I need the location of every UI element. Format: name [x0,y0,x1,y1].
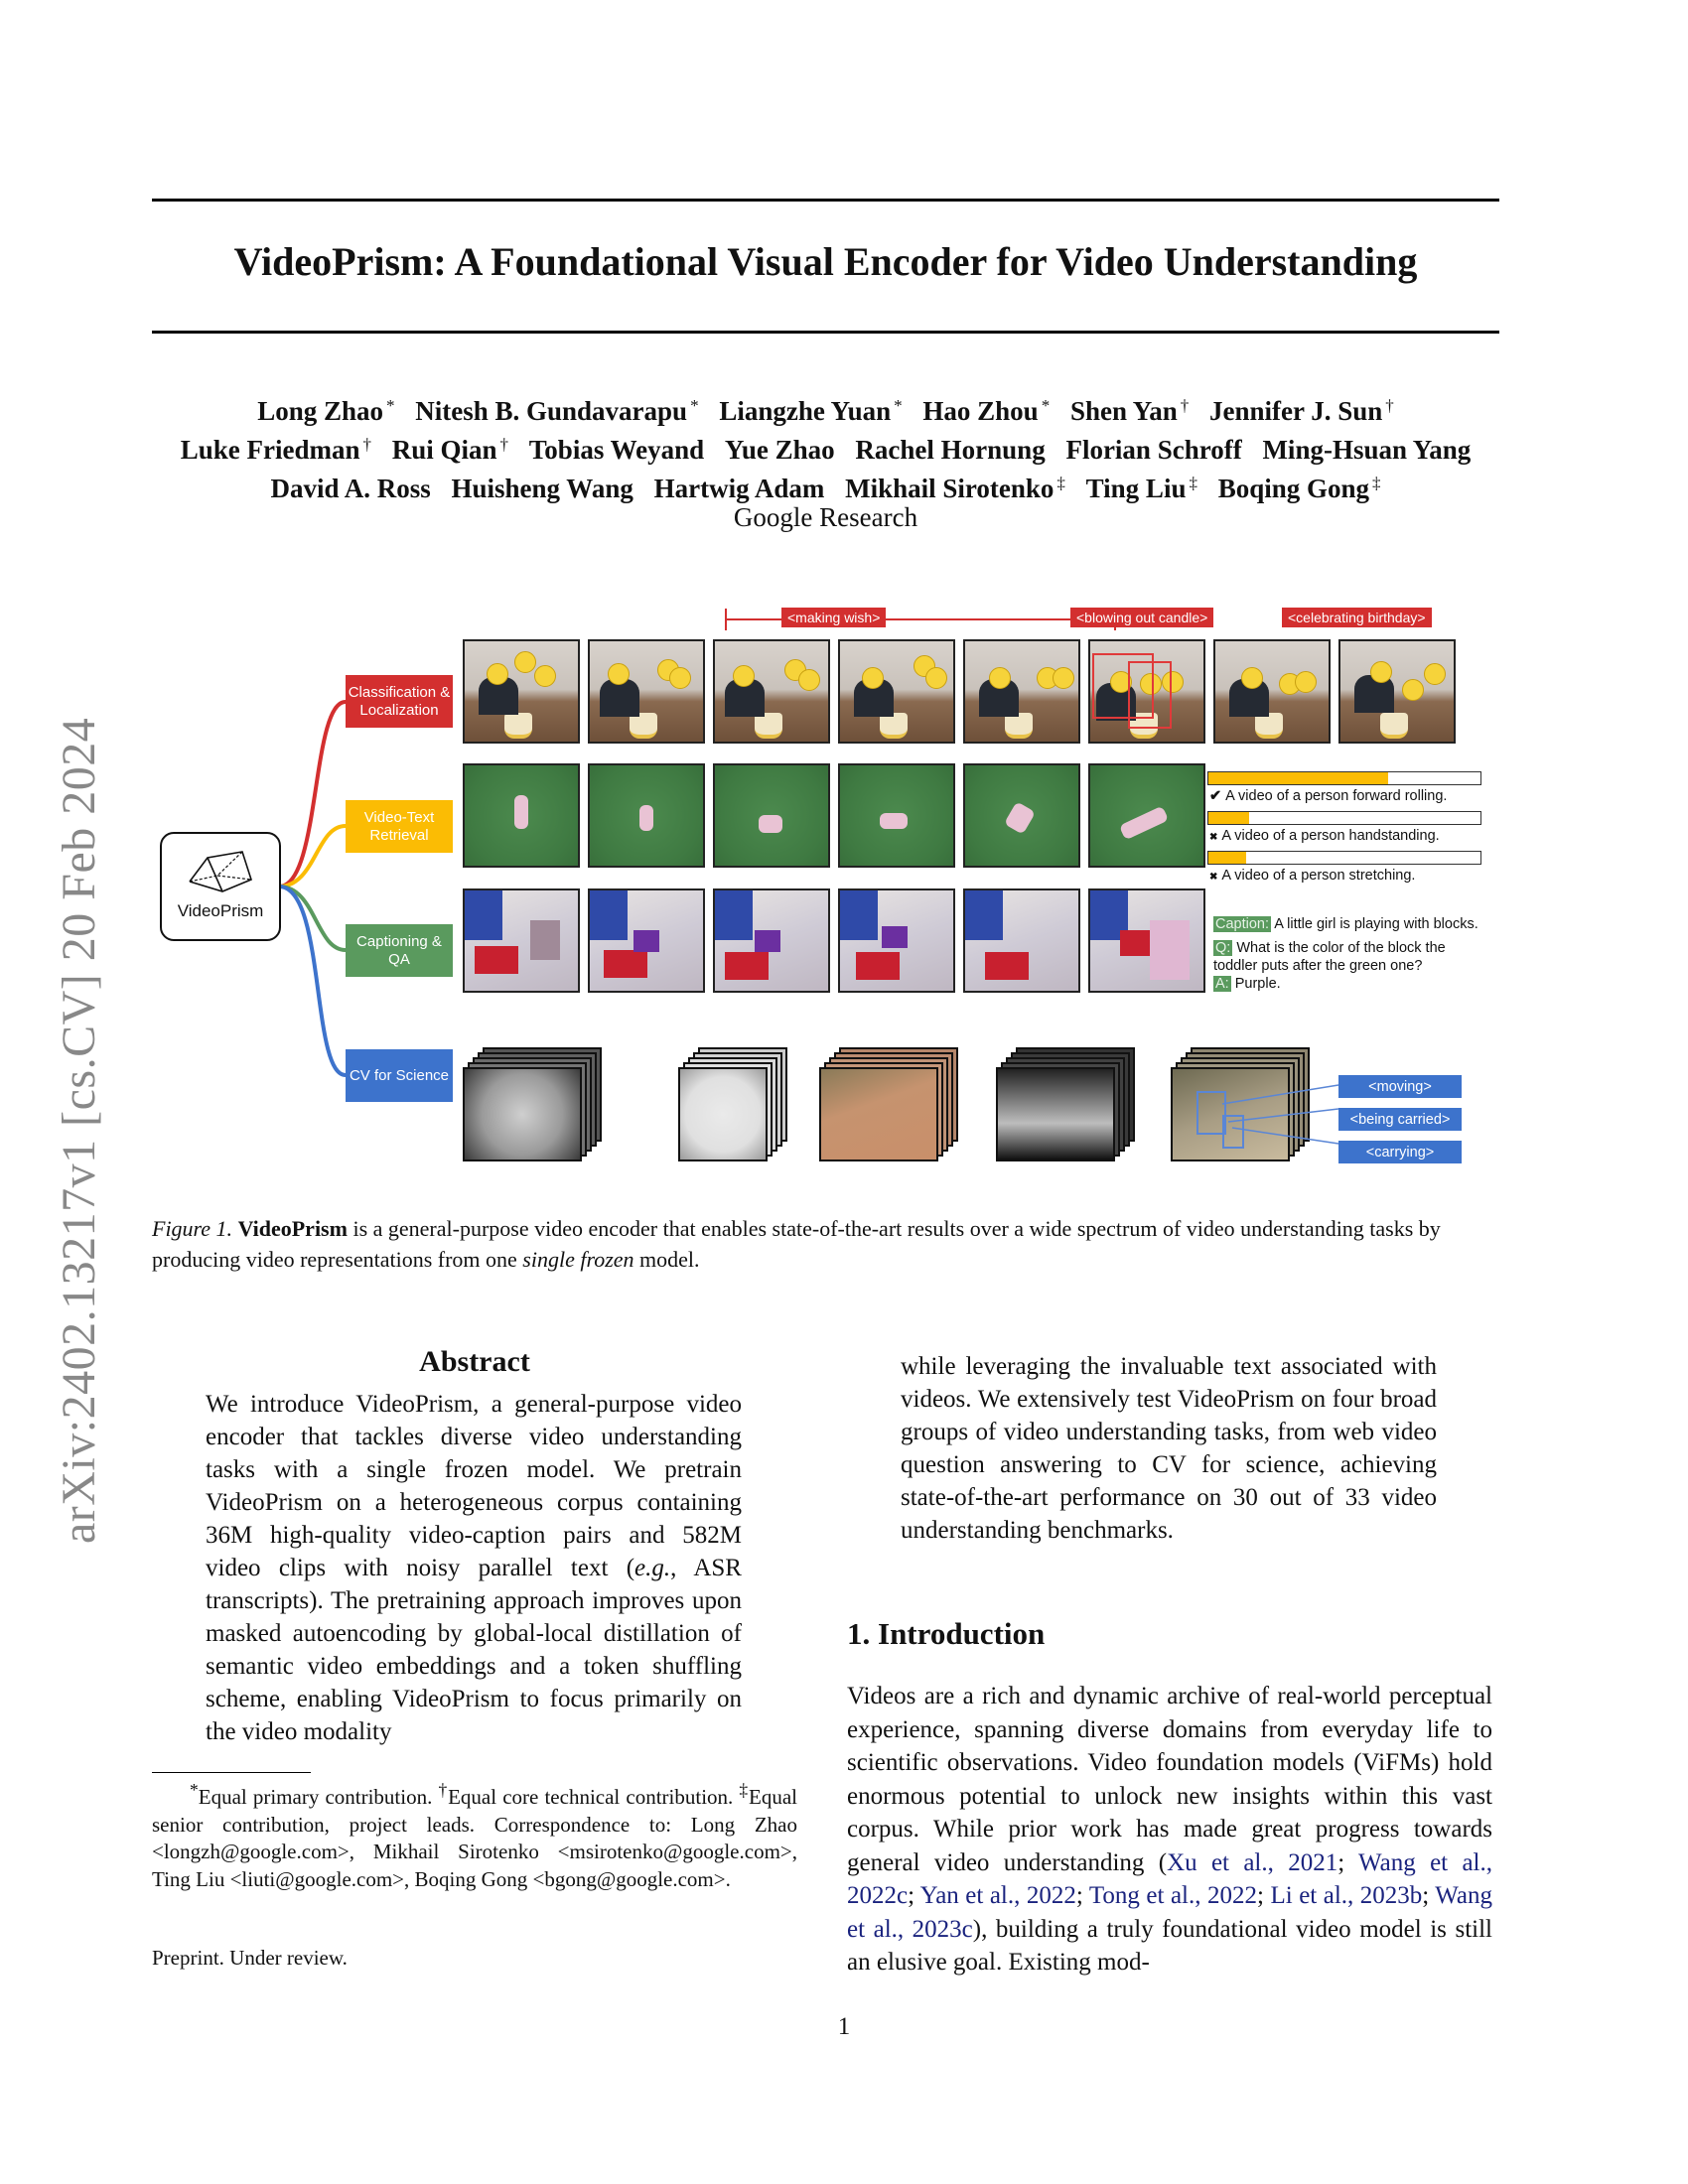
citation-link[interactable]: Wang et al., 2023c [847,1882,1492,1943]
video-frame [1338,639,1456,744]
blocks-frames [463,888,1205,993]
preprint-note: Preprint. Under review. [152,1946,348,1970]
author: Shen Yan † [1069,396,1190,426]
video-frame [588,763,705,868]
video-frame [838,639,955,744]
task-cv-for-science: CV for Science [346,1049,453,1102]
tag-celebrating-birthday: <celebrating birthday> [1282,608,1432,627]
birthday-frames [463,639,1456,744]
author: Hao Zhou * [922,396,1051,426]
video-frame [963,639,1080,744]
footnote: *Equal primary contribution. †Equal core technical contribution. ‡Equal senior contribution, project leads. Correspondence to: Long Zhao <longzh@google.com>, Mikhail Sirotenko <msirotenko@google.com>, Ting Liu <liuti@google.com>, Boqing Gong <bgong@google.com>. [152,1780,798,1891]
check-icon: ✔ [1209,788,1222,804]
paper-title: VideoPrism: A Foundational Visual Encoder for Video Understanding [233,239,1418,284]
task-captioning-qa: Captioning & QA [346,924,453,977]
tag-making-wish: <making wish> [781,608,886,627]
score-bar [1207,771,1481,785]
author-row [152,428,1499,467]
video-frame [588,888,705,993]
author: Yue Zhao [724,435,835,465]
author: Jennifer J. Sun † [1209,396,1394,426]
video-frame [588,639,705,744]
author: Hartwig Adam [653,474,825,503]
introduction-body: Videos are a rich and dynamic archive of real-world perceptual experience, spanning diverse domains from everyday life to scientific observations. Video foundation models (ViFMs) hold enormous potential to unlock new insights within this vast corpus. While prior work has made great progress towards general video understanding (Xu et al., 2021; Wang et al., 2022c; Yan et al., 2022; Tong et al., 2022; Li et al., 2023b; Wang et al., 2023c), building a truly foundational video model is still an elusive goal. Existing mod- [847,1683,1492,1976]
caption-qa-panel [1213,915,1491,999]
video-frame [713,888,830,993]
figure-caption: Figure 1. VideoPrism is a general-purpose video encoder that enables state-of-the-art results over a wide spectrum of video understanding tasks by producing video representations from one single frozen model. [152,1216,1441,1272]
author: Tobias Weyand [528,435,705,465]
video-frame [963,888,1080,993]
section-heading-introduction: 1. Introduction [847,1616,1046,1651]
detection-box [1128,661,1172,729]
qa-question: Q: What is the color of the block the toddler puts after the green one? A: Purple. [1213,940,1446,992]
video-frame [838,888,955,993]
tag-carrying: <carrying> [1338,1141,1462,1163]
video-frame [713,639,830,744]
video-frame [713,763,830,868]
author: David A. Ross [270,474,431,503]
author: Liangzhe Yuan * [719,396,903,426]
title-rule-top [152,199,1499,202]
videoprism-label: VideoPrism [177,901,264,920]
score-bar [1207,811,1481,825]
tag-moving: <moving> [1338,1075,1462,1098]
author: Luke Friedman † [180,435,371,465]
cross-icon: ✖ [1209,832,1218,843]
author: Mikhail Sirotenko ‡ [845,474,1065,503]
affiliation: Google Research [733,502,918,532]
abstract-body-right: while leveraging the invaluable text associated with videos. We extensively test VideoPrism on four broad groups of video understanding tasks, from web video question answering to CV for science, achieving state-of-the-art performance on 30 out of 33 video understanding benchmarks. [901,1353,1437,1544]
author-list [152,389,1499,505]
prism-icon [188,850,253,895]
video-frame [963,763,1080,868]
video-frame [463,639,580,744]
retrieval-item: ✖ A video of a person stretching. [1209,868,1416,884]
abstract-body-left: We introduce VideoPrism, a general-purpose video encoder that tackles diverse video understanding tasks with a single frozen model. We pretrain VideoPrism on a heterogeneous corpus containing 36M high-quality video-caption pairs and 582M video clips with noisy parallel text (e.g., ASR transcripts). The pretraining approach improves upon masked autoencoding by global-local distillation of semantic video embeddings and a token shuffling scheme, enabling VideoPrism to focus primarily on the video modality [206,1391,742,1745]
author: Ting Liu ‡ [1085,474,1197,503]
tag-being-carried: <being carried> [1338,1108,1462,1131]
author-row [152,389,1499,428]
task-classification-localization: Classification & Localization [346,675,453,728]
video-frame [463,888,580,993]
author: Long Zhao * [257,396,395,426]
author: Boqing Gong ‡ [1217,474,1381,503]
citation-link[interactable]: Li et al., 2023b [1270,1882,1423,1909]
video-frame [1213,639,1331,744]
footnote-rule [152,1772,311,1773]
video-frame [1088,639,1205,744]
retrieval-results [1207,771,1481,890]
localization-timeline [152,606,1499,635]
figure-1 [152,606,1499,1181]
score-bar [1207,851,1481,865]
video-frame [1088,763,1205,868]
cross-icon: ✖ [1209,872,1218,883]
abstract-heading: Abstract [419,1345,530,1378]
retrieval-item: ✔ A video of a person forward rolling. [1209,788,1448,804]
video-frame [1088,888,1205,993]
page-number: 1 [837,2013,851,2040]
action-connectors [1214,1082,1343,1161]
rolling-frames [463,763,1205,868]
author: Huisheng Wang [451,474,633,503]
citation-link[interactable]: Tong et al., 2022 [1088,1882,1258,1909]
generated-caption: Caption: A little girl is playing with blocks. [1215,916,1478,932]
video-frame [838,763,955,868]
task-video-text-retrieval: Video-Text Retrieval [346,800,453,853]
author: Rachel Hornung [855,435,1046,465]
author: Nitesh B. Gundavarapu * [415,396,699,426]
arxiv-stamp: arXiv:2402.13217v1 [cs.CV] 20 Feb 2024 [53,717,105,1544]
author: Rui Qian † [391,435,509,465]
videoprism-node [160,832,281,941]
title-rule-bottom [152,331,1499,334]
author: Florian Schroff [1065,435,1242,465]
video-frame [463,763,580,868]
author: Ming-Hsuan Yang [1262,435,1472,465]
retrieval-item: ✖ A video of a person handstanding. [1209,828,1440,844]
citation-link[interactable]: Yan et al., 2022 [919,1882,1076,1909]
author-row [152,467,1499,505]
citation-link[interactable]: Xu et al., 2021 [1167,1848,1338,1876]
tag-blowing-out-candle: <blowing out candle> [1070,608,1213,627]
citation-link[interactable]: Wang et al., 2022c [847,1848,1492,1909]
